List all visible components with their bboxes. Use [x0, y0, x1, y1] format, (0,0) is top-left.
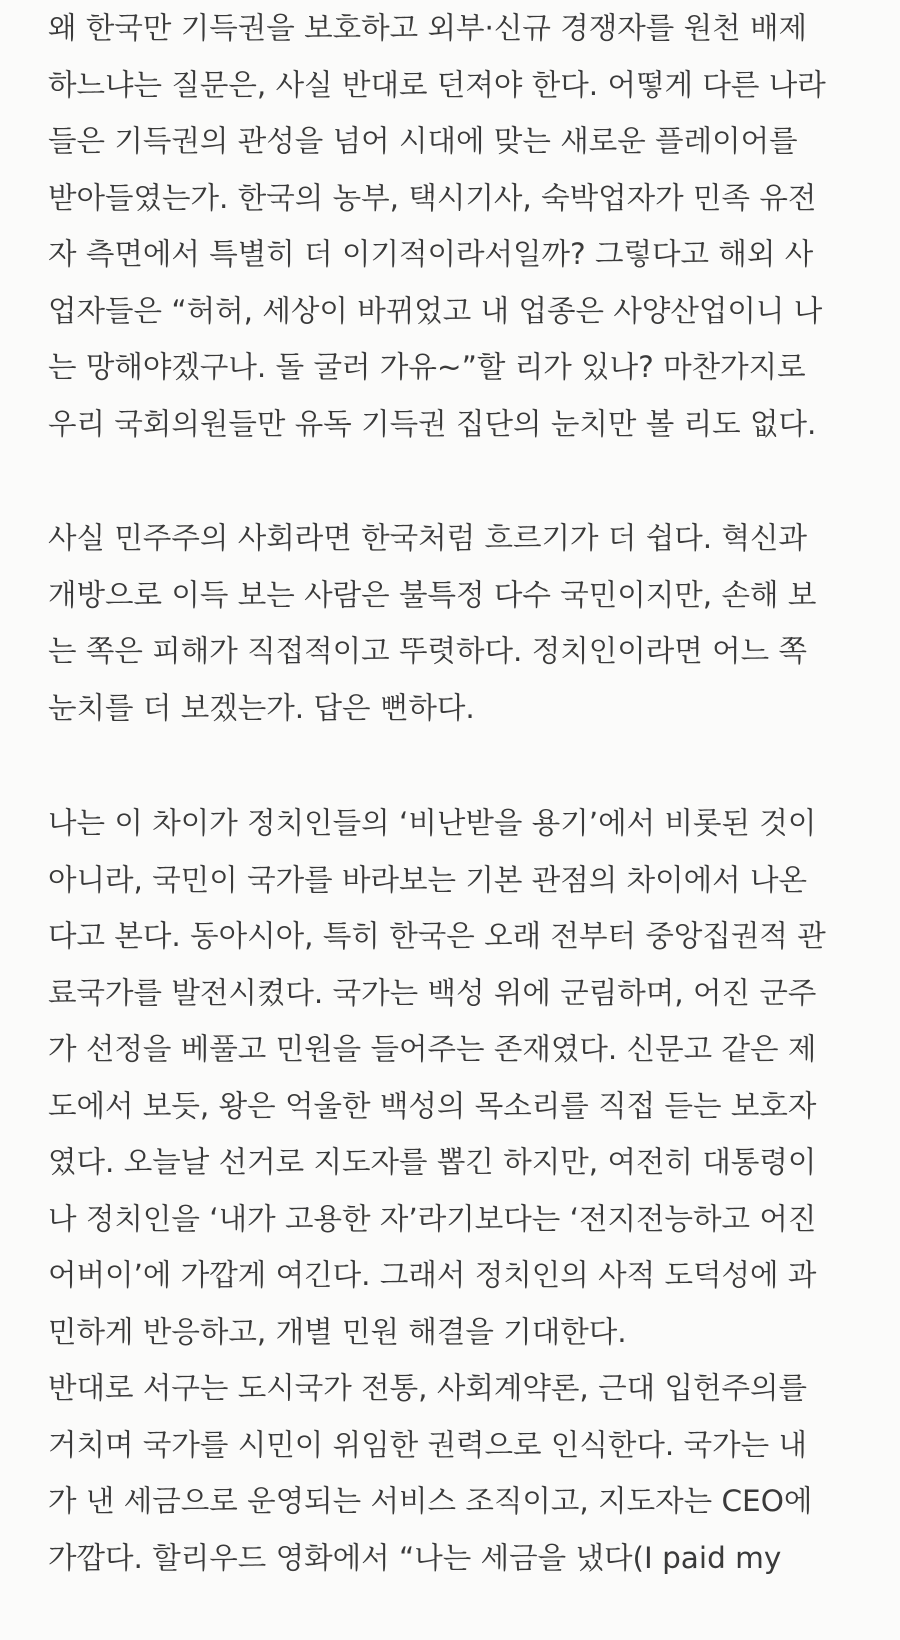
text-line: 다고 본다. 동아시아, 특히 한국은 오래 전부터 중앙집권적 관 — [48, 919, 826, 953]
text-line: 가 낸 세금으로 운영되는 서비스 조직이고, 지도자는 CEO에 — [48, 1484, 813, 1518]
text-line: 가 선정을 베풀고 민원을 들어주는 존재였다. 신문고 같은 제 — [48, 1032, 817, 1066]
text-line: 왜 한국만 기득권을 보호하고 외부·신규 경쟁자를 원천 배제 — [48, 11, 807, 45]
text-line: 나 정치인을 ‘내가 고용한 자’라기보다는 ‘전지전능하고 어진 — [48, 1201, 817, 1236]
text-line: 눈치를 더 보겠는가. 답은 뻔하다. — [48, 690, 475, 725]
paragraph-4 — [48, 1360, 812, 1586]
text-line: 들은 기득권의 관성을 넘어 시대에 맞는 새로운 플레이어를 — [48, 124, 798, 158]
text-line: 받아들였는가. 한국의 농부, 택시기사, 숙박업자가 민족 유전 — [48, 180, 817, 215]
text-line: 는 쪽은 피해가 직접적이고 뚜렷하다. 정치인이라면 어느 쪽 — [48, 634, 807, 668]
text-line: 도에서 보듯, 왕은 억울한 백성의 목소리를 직접 듣는 보호자 — [48, 1088, 817, 1123]
paragraph-2 — [48, 510, 816, 736]
paragraph-1 — [48, 0, 826, 452]
text-line: 가깝다. 할리우드 영화에서 “나는 세금을 냈다(I paid my — [48, 1540, 782, 1575]
paragraph-3 — [48, 795, 826, 1360]
text-line: 였다. 오늘날 선거로 지도자를 뽑긴 하지만, 여전히 대통령이 — [48, 1145, 817, 1179]
text-line: 료국가를 발전시켰다. 국가는 백성 위에 군림하며, 어진 군주 — [48, 975, 817, 1010]
text-line: 나는 이 차이가 정치인들의 ‘비난받을 용기’에서 비롯된 것이 — [48, 806, 817, 840]
text-line: 개방으로 이득 보는 사람은 불특정 다수 국민이지만, 손해 보 — [48, 577, 817, 612]
text-line: 거치며 국가를 시민이 위임한 권력으로 인식한다. 국가는 내 — [48, 1427, 807, 1462]
text-line: 는 망해야겠구나. 돌 굴러 가유~”할 리가 있나? 마찬가지로 — [48, 350, 806, 384]
text-line: 민하게 반응하고, 개별 민원 해결을 기대한다. — [48, 1314, 627, 1349]
text-line: 아니라, 국민이 국가를 바라보는 기본 관점의 차이에서 나온 — [48, 862, 807, 897]
text-line: 우리 국회의원들만 유독 기득권 집단의 눈치만 볼 리도 없다. — [48, 406, 817, 441]
text-line: 반대로 서구는 도시국가 전통, 사회계약론, 근대 입헌주의를 — [48, 1371, 807, 1405]
text-line: 업자들은 “허허, 세상이 바뀌었고 내 업종은 사양산업이니 나 — [48, 293, 823, 328]
text-line: 사실 민주주의 사회라면 한국처럼 흐르기가 더 쉽다. 혁신과 — [48, 521, 807, 555]
text-line: 하느냐는 질문은, 사실 반대로 던져야 한다. 어떻게 다른 나라 — [48, 67, 826, 102]
text-line: 자 측면에서 특별히 더 이기적이라서일까? 그렇다고 해외 사 — [48, 237, 814, 271]
text-line: 어버이’에 가깝게 여긴다. 그래서 정치인의 사적 도덕성에 과 — [48, 1258, 817, 1292]
